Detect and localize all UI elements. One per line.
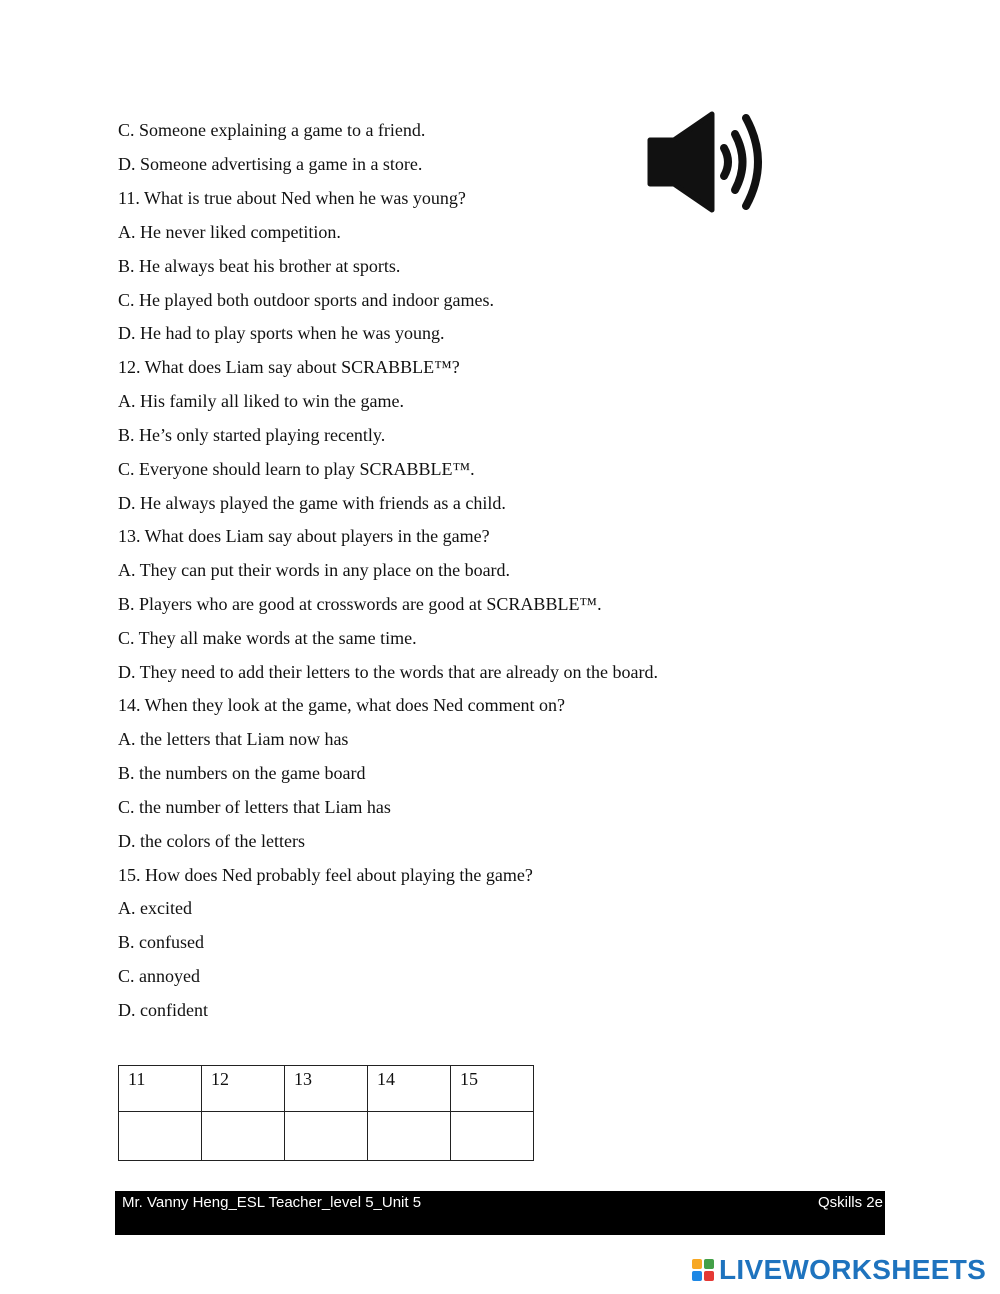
option-line: D. Someone advertising a game in a store. — [118, 154, 423, 174]
answer-table — [118, 1065, 534, 1161]
option-line: B. the numbers on the game board — [118, 763, 366, 783]
option-line: B. confused — [118, 932, 204, 952]
option-line: B. Players who are good at crosswords are good at SCRABBLE™. — [118, 594, 602, 614]
logo-square — [692, 1259, 702, 1269]
answer-cell — [202, 1112, 285, 1161]
answer-cell — [119, 1112, 202, 1161]
logo-square — [704, 1259, 714, 1269]
footer-book: Qskills 2e — [817, 1194, 883, 1211]
answer-header-cell: 13 — [285, 1066, 368, 1112]
audio-play-button[interactable] — [646, 110, 774, 214]
option-line: C. He played both outdoor sports and indoor games. — [118, 290, 494, 310]
option-line: C. the number of letters that Liam has — [118, 797, 391, 817]
option-line: D. He always played the game with friends as a child. — [118, 493, 506, 513]
answer-input-12[interactable] — [202, 1112, 284, 1160]
option-line: A. His family all liked to win the game. — [118, 391, 404, 411]
option-line: A. They can put their words in any place on the board. — [118, 560, 511, 580]
liveworksheets-logo[interactable] — [692, 1254, 986, 1286]
option-line: B. He’s only started playing recently. — [118, 425, 386, 445]
logo-square — [692, 1271, 702, 1281]
answer-cell — [368, 1112, 451, 1161]
question-11: 11. What is true about Ned when he was young? — [118, 188, 466, 208]
option-line: C. Everyone should learn to play SCRABBLE™. — [118, 459, 475, 479]
option-line: D. confident — [118, 1000, 208, 1020]
answer-header-cell: 15 — [451, 1066, 534, 1112]
option-line: A. the letters that Liam now has — [118, 729, 349, 749]
question-14: 14. When they look at the game, what does Ned comment on? — [118, 695, 566, 715]
option-line: C. They all make words at the same time. — [118, 628, 417, 648]
option-line: A. He never liked competition. — [118, 222, 341, 242]
answer-input-14[interactable] — [368, 1112, 450, 1160]
answer-header-cell: 14 — [368, 1066, 451, 1112]
answer-input-11[interactable] — [119, 1112, 201, 1160]
answer-cell — [451, 1112, 534, 1161]
option-line: A. excited — [118, 898, 192, 918]
speaker-volume-icon — [646, 110, 774, 214]
answer-header-cell: 11 — [119, 1066, 202, 1112]
logo-square — [704, 1271, 714, 1281]
option-line: C. annoyed — [118, 966, 200, 986]
option-line: D. He had to play sports when he was young. — [118, 323, 445, 343]
option-line: D. They need to add their letters to the words that are already on the board. — [118, 662, 658, 682]
answer-input-row — [119, 1112, 534, 1161]
option-line: B. He always beat his brother at sports. — [118, 256, 401, 276]
question-12: 12. What does Liam say about SCRABBLE™? — [118, 357, 460, 377]
answer-header-cell: 12 — [202, 1066, 285, 1112]
answer-input-15[interactable] — [451, 1112, 533, 1160]
question-15: 15. How does Ned probably feel about playing the game? — [118, 865, 533, 885]
option-line: C. Someone explaining a game to a friend. — [118, 120, 426, 140]
liveworksheets-icon — [692, 1259, 714, 1281]
answer-cell — [285, 1112, 368, 1161]
option-line: D. the colors of the letters — [118, 831, 305, 851]
question-13: 13. What does Liam say about players in the game? — [118, 526, 490, 546]
answer-input-13[interactable] — [285, 1112, 367, 1160]
liveworksheets-wordmark: LIVEWORKSHEETS — [719, 1254, 987, 1285]
answer-table-header-row — [119, 1066, 534, 1112]
page-footer — [115, 1191, 885, 1235]
footer-author: Mr. Vanny Heng_ESL Teacher_level 5_Unit 5 — [122, 1194, 422, 1211]
